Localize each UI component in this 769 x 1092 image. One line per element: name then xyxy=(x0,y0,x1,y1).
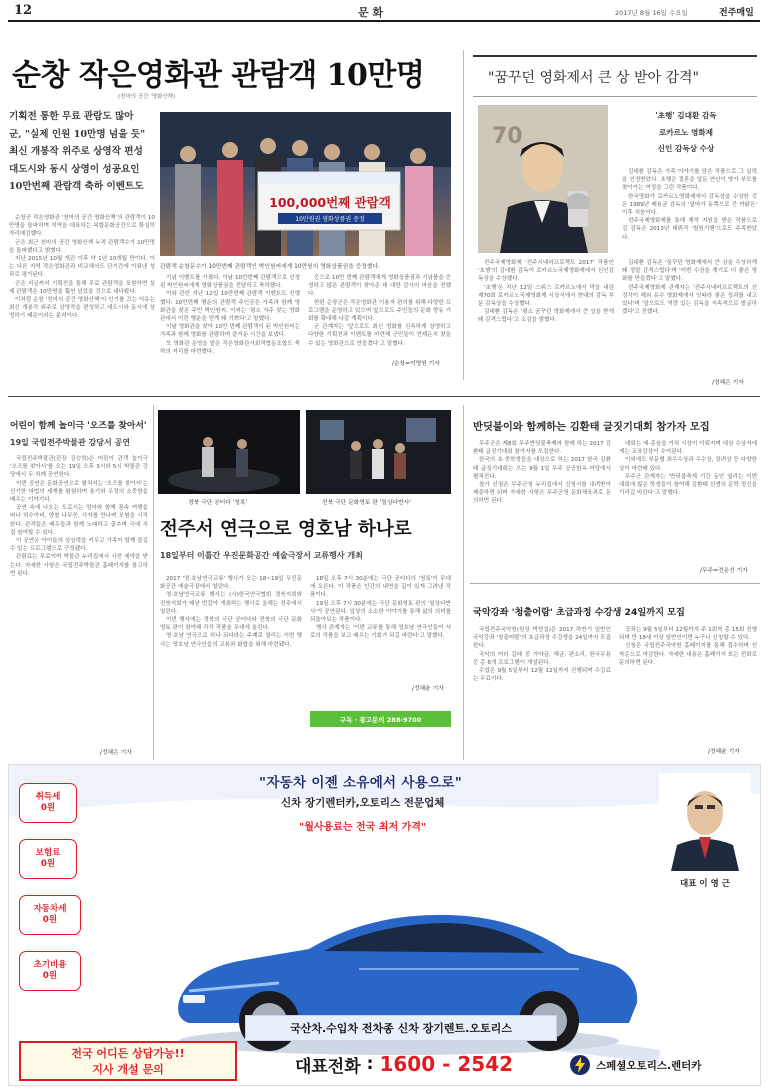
ad-slogan: "자동차 이젠 소유에서 사용으로" xyxy=(259,775,463,791)
lead-body-col-3 xyxy=(308,274,451,356)
lead-photo-people xyxy=(160,112,451,256)
lead-headline: 순창 작은영화관 관람객 10만명 xyxy=(12,58,425,93)
gugak-headline: 국악강좌 '청출어람' 초급과정 수강생 24일까지 모집 xyxy=(473,607,685,618)
writing-headline: 반딧불이와 함께하는 김환태 글짓기대회 참가자 모집 xyxy=(473,421,710,433)
insurance-free-badge: 보험료 0원 xyxy=(19,839,77,879)
subscription-ad xyxy=(310,711,451,727)
paragraph: 군은 최근 천마의 공간 영화산책 누적 관람객수가 10만명을 돌파했다고 밝혔다. xyxy=(9,239,155,254)
paragraph: 기념 이벤트를 가졌다. 이날 10만번째 관람객으로 선정된 박인원씨에게 영화상품권을 전달하고 축하했다. xyxy=(160,275,300,290)
writing-body-col-2 xyxy=(619,440,757,562)
stage-scene-2 xyxy=(306,410,451,494)
lead-subhead: 군, "실제 인원 10만명 넘을 듯" xyxy=(9,128,146,140)
paragraph: 군은 지금까지 기획전을 통해 무료 관람객을 포함하면 실제 관람객은 10만명을 훨씬 넘었을 것으로 내다봤다. xyxy=(9,280,155,295)
paragraph: 이번 행사에는 경북의 극단 공터다와 전북의 극단 문화영토 판이 참여해 각각 작품을 무대에 올린다. xyxy=(160,617,302,632)
paragraph: 강좌는 9월 5일부터 12월까지 주 1회씩 총 15회 진행되며 만 18세 이상 일반인이면 누구나 신청할 수 있다. xyxy=(619,627,757,642)
paragraph: 이 공연은 아이들의 상상력을 키우고 가족이 함께 즐길 수 있는 프로그램으로 구성됐다. xyxy=(10,538,148,553)
gugak-author: /정혜윤 기자 xyxy=(708,749,740,755)
header-rule xyxy=(8,20,760,22)
bolt-icon xyxy=(569,1054,591,1076)
theater-author: /정혜윤 기자 xyxy=(412,686,444,692)
paragraph: 한편 순창군은 작은영화관 이용자 편의를 위해 다양한 프로그램을 운영하고 있으며 앞으로도 주민들의 문화 향유 기회를 확대해 나갈 계획이다. xyxy=(308,299,451,323)
paragraph: 이번 공연은 문화공연으로 펼쳐지는 '오즈를 찾아서'는 신기한 마법의 세계를 탐험하며 용기와 우정의 소중함을 배우는 이야기다. xyxy=(10,480,148,504)
lead-subhead: 최신 개봉작 위주로 상영작 편성 xyxy=(9,146,143,157)
paragraph: 공연 속에 나오는 도로시는 엄마와 함께 꿈속 여행을 떠나 허수아비, 양철 나무꾼, 사자를 만나며 모험을 시작한다. 관객들은 배우들과 함께 노래하고 춤추며 극에 직접 참여할 수 있다. xyxy=(10,505,148,536)
writing-author: /무주=전운선 기자 xyxy=(700,568,748,574)
director-author: /정혜은 기자 xyxy=(712,380,744,386)
kids-body xyxy=(10,455,148,745)
paragraph: 순창군 작은영화관 '천마의 공간 영화산책'의 관람객이 10만명을 돌파하며 지역을 대표하는 복합문화공간으로 확실히 자리매김했다. xyxy=(9,215,155,238)
theater-subhead: 18일부터 이틀간 우진문화공간 예술극장서 교류행사 개최 xyxy=(160,551,363,560)
car-tax-free-badge: 자동차세 0원 xyxy=(19,895,81,935)
lead-subhead: 10만번째 관람객 축하 이벤트도 xyxy=(9,181,144,192)
director-portrait xyxy=(478,105,608,253)
paragraph: 김대환 감독은 가족 이야기를 담은 작품으로 그 실력을 인정받았다. 초행은 결혼을 앞둔 연인이 양가 부모를 찾아가는 여정을 그린 작품이다. xyxy=(622,169,757,192)
paragraph: 전주국제영화제 관계자는 '전주시네마프로젝트의 선정작이 해외 유수 영화제에서 잇따라 좋은 성과를 내고 있다'며 '앞으로도 역량 있는 감독을 지속적으로 발굴하겠다'고 전했다. xyxy=(622,284,757,316)
theater-caption-1: 경북 극단 공터다 '청록' xyxy=(188,500,248,506)
lead-photo xyxy=(160,112,451,256)
paragraph: 2017 '영·호남연극교류' 행사가 오는 18~19일 우진문화공간 예술극장에서 열린다. xyxy=(160,576,302,591)
theater-caption-2: 전북 극단 문화영토 판 '일상다반사' xyxy=(322,500,411,506)
branch-line-2: 지사 개설 문의 xyxy=(92,1063,164,1076)
paragraph: 한국의 초·중학생들을 대상으로 하는 2017 한국 김환태 글짓기대회는 오는 9월 1일 무주 공공한옥 마당에서 펼쳐진다. xyxy=(473,457,611,480)
lead-body-col-2 xyxy=(160,274,300,366)
director-body-mid xyxy=(622,259,757,359)
director-body-left xyxy=(478,259,614,369)
column-divider xyxy=(153,405,154,760)
paragraph: 국립전주국악원(원장 박현섭)은 2017 하반기 일반인 국악강좌 '청출어람'의 초급과정 수강생을 24일까지 모집한다. xyxy=(473,627,611,650)
svg-text:70: 70 xyxy=(492,124,523,149)
ceo-photo xyxy=(659,773,751,871)
paragraph: 또 영화관 운영을 맡은 작은영화관사회적협동조합도 축하의 자리를 마련했다. xyxy=(160,340,300,355)
column-divider xyxy=(463,50,464,380)
paragraph: 영·호남연극교류 행사는 (사)한국연극협회 경북지회와 전북지회가 매년 번갈아 개최하는 행사로 올해는 전주에서 열린다. xyxy=(160,592,302,615)
writing-body-col-1 xyxy=(473,440,611,570)
branch-box xyxy=(19,1041,237,1081)
kids-headline: 어린이 함께 놀이극 '오즈를 찾아서' xyxy=(10,421,147,431)
lead-subhead: 대도시와 동시 상영이 성공요인 xyxy=(9,163,140,175)
paragraph: 19일 오후 7시 30분에는 극단 문화영토 판의 '일상다반사'가 공연된다. 일상의 소소한 이야기를 통해 삶의 의미를 되돌아보는 작품이다. xyxy=(310,600,451,624)
ceo-name: 대표 이 영 근 xyxy=(680,879,730,889)
paragraph: 이날 영화관을 찾아 10만 번째 관람객이 된 박인원씨는 가족과 함께 영화를 관람하며 즐거운 시간을 보냈다. xyxy=(160,324,300,339)
lead-byline: (천마의 공간 '영화산책) xyxy=(118,94,176,100)
paragraph: 행사 관계자는 '이번 교류를 통해 영호남 연극인들이 서로의 작품을 보고 배우는 기회가 되길 바란다'고 말했다. xyxy=(310,625,451,640)
paragraph: 군 관계자는 '앞으로도 최신 영화를 신속하게 상영하고 다양한 기획전과 이벤트를 마련해 군민들이 언제든지 찾을 수 있는 영화관으로 만들겠다'고 말했다. xyxy=(308,324,451,347)
gugak-body-col-1 xyxy=(473,626,611,754)
company-logo xyxy=(569,1051,755,1079)
paragraph: 무주군 관계자는 '반딧불축제 기간 동안 열리는 이번 대회에 많은 학생들이 참여해 김환태 선생의 문학 정신을 기리길 바란다'고 말했다. xyxy=(619,473,757,497)
stage-scene-1 xyxy=(158,410,300,494)
banner-headline: 100,000번째 관람객 xyxy=(269,195,391,210)
director-photo xyxy=(478,105,608,253)
tax-free-badge: 취득세 0원 xyxy=(19,783,77,823)
phone-label: 대표전화 xyxy=(294,1056,361,1077)
ad-sub: 신차 장기렌터카,오토리스 전문업체 xyxy=(281,797,445,809)
paragraph: 이외에도 부문별 최우수상과 우수상, 장려상 등 다양한 상이 마련돼 있다. xyxy=(619,457,757,472)
company-name: 스페셜오토리스.렌터카 xyxy=(596,1059,702,1072)
issue-date: 2017년 8월 16일 수요일 xyxy=(615,9,688,17)
director-names xyxy=(615,108,757,158)
phone-box xyxy=(249,1047,559,1081)
banner-subline: 10만원권 영화상품권 증정 xyxy=(278,213,382,224)
paragraph: 국악의 여러 갈래 중 가야금, 해금, 판소리, 한국무용 등 총 6개 프로그램이 개설된다. xyxy=(473,651,611,666)
paragraph: 김대환 감독은 '꿈꾸던 영화제에서 큰 상을 수상하게 돼 정말 감격스럽다'며 '이번 수상을 계기로 더 좋은 영화를 만들겠다'고 말했다. xyxy=(622,260,757,283)
paragraph: 이와 관련 지난 12일 10만번째 관람객 이벤트도 진행했다. 10만번째 행운의 관람객 주인공은 가족과 함께 영화관을 찾은 주민 박인원씨. 이씨는 '평소 자주 찾는 영화관에서 이런 행운을 얻게 돼 기쁘다'고 말했다. xyxy=(160,291,300,323)
car-ad xyxy=(8,764,761,1086)
paragraph: 이처럼 순창 '천마의 공간 영화산책'이 인기를 끄는 이유는 최신 개봉작 위주로 상영작을 편성하고 대도시와 동시에 상영하기 때문이라는 분석이다. xyxy=(9,297,155,320)
section-rule xyxy=(8,396,760,397)
theater-body-col-1 xyxy=(160,575,302,755)
paragraph: 전주국제영화제를 통해 제작 지원을 받은 작품으로 김 감독은 2013년 데뷔작 '철원기행'으로도 주목받았다. xyxy=(622,218,757,241)
lead-author: /순창=이영원 기자 xyxy=(392,361,440,367)
director-body-right xyxy=(622,168,757,256)
director-name-line: 신인 감독상 수상 xyxy=(657,144,715,153)
lead-subhead: 기획전 통한 무료 관람도 많아 xyxy=(9,111,134,122)
kids-subhead: 19일 국립전주박물관 강당서 공연 xyxy=(10,438,130,447)
paragraph: 참가 신청은 무주군청 누리집에서 신청서를 내려받아 제출하면 되며 자세한 사항은 무주군청 문화체육과로 문의하면 된다. xyxy=(473,482,611,505)
phone-colon: : xyxy=(366,1054,374,1074)
paragraph: 영·호남 연극으로 하나 되다라는 주제로 열리는 이번 행사는 영호남 연극인들의 교류와 화합을 위해 마련됐다. xyxy=(160,633,302,648)
theater-photo-1 xyxy=(158,410,300,494)
paragraph: 전주국제영화제 '전주시네마프로젝트 2017' 작품인 '초행'의 김대환 감독이 로카르노국제영화제에서 신인감독상을 수상했다. xyxy=(478,260,614,283)
paragraph: '초행'은 지난 12일 스위스 로카르노에서 막을 내린 제70회 로카르노국제영화제 시상식에서 현대의 감독 부문 감독상을 수상했다. xyxy=(478,284,614,308)
section-title: 문 화 xyxy=(358,6,384,19)
paragraph: 한국영화가 로카르노영화제에서 감독상을 수상한 것은 1989년 배용균 감독의 '달마가 동쪽으로 간 까닭은' 이후 처음이다. xyxy=(622,193,757,217)
article-divider xyxy=(470,583,760,584)
vehicle-banner xyxy=(245,1015,557,1041)
theater-headline: 전주서 연극으로 영호남 하나로 xyxy=(160,519,412,540)
paragraph: 등으로 10만 번째 관람객에게 영화상품권과 기념품을 증정하고 많은 관람객이 찾아준 데 대한 감사의 마음을 전했다. xyxy=(308,275,451,298)
page-number: 12 xyxy=(14,3,33,18)
lead-photo-caption: 관람객 순창문수가 10만번째 관람객인 박인원씨에게 10만원의 영화상품권을 증정했다. xyxy=(160,264,380,270)
paragraph: 관람료는 무료이며 박물관 누리집에서 사전 예약을 받는다. 자세한 사항은 국립전주박물관 홈페이지를 참고하면 된다. xyxy=(10,554,148,577)
vehicle-banner-text: 국산차.수입차 전차종 신차 장기렌트.오토리스 xyxy=(290,1022,512,1035)
lead-subheads xyxy=(9,108,157,196)
paper-name: 전주매일 xyxy=(719,8,754,18)
paragraph: 신청은 국립전주국악원 홈페이지를 통해 접수하며 선착순으로 마감한다. 자세한 내용은 홈페이지 또는 전화로 문의하면 된다. xyxy=(619,643,757,666)
paragraph: 김대환 감독은 '평소 꿈꾸던 영화제에서 큰 상을 받게 돼 감격스럽다'고 소감을 밝혔다. xyxy=(478,309,614,324)
kids-author: /정혜은 기자 xyxy=(100,750,132,756)
phone-number: 1600 - 2542 xyxy=(379,1052,514,1076)
lead-body-col-1 xyxy=(9,214,155,364)
paragraph: 18일 오후 7시 30분에는 극단 공터다의 '청록'이 무대에 오른다. 이 작품은 인간의 내면을 깊이 있게 그려낸 작품이다. xyxy=(310,576,451,599)
paragraph: 지난 2015년 10월 개관 이후 약 1년 10개월 만이다. 이는 다른 지역 작은영화관과 비교해서도 단기간에 이뤄낸 성과로 평가된다. xyxy=(9,256,155,279)
paragraph: 국립전주박물관(관장 김승희)은 어린이 관객 놀이극 '오즈를 찾아서'를 오는 19일 오후 3시와 5시 박물관 강당에서 두 차례 공연한다. xyxy=(10,456,148,479)
theater-photo-2 xyxy=(306,410,451,494)
gugak-body-col-2 xyxy=(619,626,757,738)
paragraph: 수업은 9월 5일부터 12월 12일까지 진행되며 수강료는 무료이다. xyxy=(473,668,611,683)
initial-cost-badge: 초기비용 0원 xyxy=(19,951,81,991)
column-divider xyxy=(463,405,464,760)
director-name-line: 로카르노 영화제 xyxy=(659,127,713,137)
paragraph: 무주군은 제8회 무주반딧불축제와 함께 하는 2017 김환태 글짓기대회 참가자를 모집한다. xyxy=(473,441,611,456)
director-headline: "꿈꾸던 영화제서 큰 상 받아 감격" xyxy=(488,70,699,86)
director-name-line: '초행' 김대환 감독 xyxy=(655,111,717,120)
branch-line-1: 전국 어디든 상담가능!! xyxy=(71,1047,185,1060)
subscription-ad-text: 구독 · 광고문의 288-9700 xyxy=(339,715,422,724)
theater-body-col-2 xyxy=(310,575,451,680)
ad-tagline: "월사용료는 전국 최저 가격" xyxy=(299,822,427,833)
paragraph: 대회는 예·종심을 거쳐 시상이 이뤄지며 대상 수상자에게는 교육감상이 수여된다. xyxy=(619,441,757,456)
ceo-portrait xyxy=(659,773,751,871)
